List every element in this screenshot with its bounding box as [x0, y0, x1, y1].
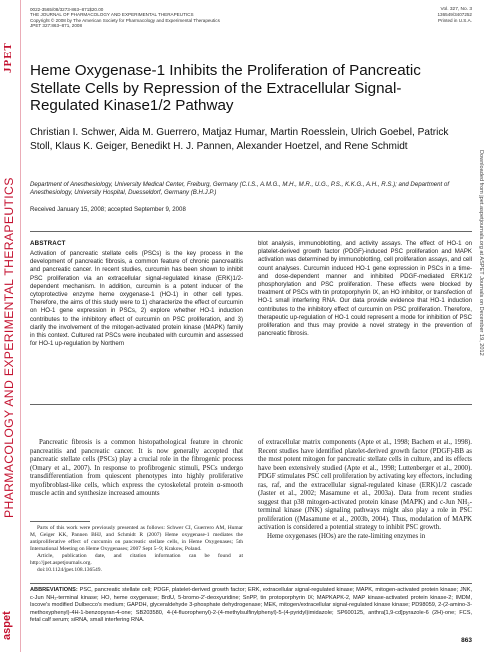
- footnote-article-info: Article, publication date, and citation information can be found at http://jpet.aspetjournals.org.: [30, 553, 243, 566]
- journal-full-title: PHARMACOLOGY AND EXPERIMENTAL THERAPEUTICS: [2, 177, 16, 519]
- body-left-column: Pancreatic fibrosis is a common histopathological feature in chronic pancreatitis and pancreatic cancer. It is now generally accepted that pancreatic stellate cells (PSCs) play a crucial role in the fibrogenic process (Omary et al., 2007). In response to profibrogenic stimuli, PSCs undergo transdifferentiation from quiescent phenotypes into highly proliferative myofibroblast-like cells, which express the cytoskeletal protein α-smooth muscle actin and synthesize increased amounts: [30, 439, 243, 498]
- header-right: [322, 7, 472, 23]
- abstract-heading: ABSTRACT: [30, 240, 66, 247]
- article-title: Heme Oxygenase-1 Inhibits the Proliferation of Pancreatic Stellate Cells by Repression of the Extracellular Signal-Regulated Kinase1/2 Pathway: [30, 62, 421, 115]
- header-line: 0022-3565/08/3273-863–871$20.00: [30, 7, 104, 12]
- abbreviations-rule: [30, 583, 472, 584]
- page-number: 863: [461, 637, 472, 644]
- body-right-column: [258, 439, 472, 542]
- footnote-doi: doi:10.1124/jpet.108.136549.: [37, 567, 102, 573]
- abstract-left-column: Activation of pancreatic stellate cells (PSCs) is the key process in the development of pancreatic fibrosis, a common feature of chronic pancreatitis and pancreatic cancer. In recent studies, curcumin has been shown to inhibit PSC proliferation via an extracellular signal-regulated kinase (ERK)1/2-dependent mechanism. In addition, curcumin is a potent inducer of the cytoprotective enzyme heme oxygenase-1 (HO-1) in other cell types. Therefore, the aims of this study were to 1) characterize the effect of curcumin on HO-1 gene expression in PSCs, 2) explore whether HO-1 induction contributes to the inhibitory effect of curcumin on PSC proliferation, and 3) clarify the involvement of the mitogen-activated protein kinase (MAPK) family in this context. Cultured rat PSCs were incubated with curcumin and assessed for HO-1 up-regulation by Northern: [30, 250, 243, 348]
- footnotes: [30, 525, 243, 574]
- abstract-right-column: blot analysis, immunoblotting, and activity assays. The effect of HO-1 on platelet-derived growth factor (PDGF)-induced PSC proliferation and MAPK activation was determined by immunoblotting, cell proliferation assays, and cell count analyses. Curcumin induced HO-1 gene expression in PSCs in a time- and dose-dependent manner and inhibited PDGF-mediated ERK1/2 phosphorylation and PSC proliferation. These effects were blocked by treatment of PSCs with tin protoporphyrin IX, an HO inhibitor, or transfection of HO-1 small interfering RNA. Our data provide evidence that HO-1 induction contributes to the inhibitory effect of curcumin on PSC proliferation. Therefore, therapeutic up-regulation of HO-1 could represent a mode for inhibition of PSC proliferation and thus may provide a novel strategy in the prevention of pancreatic fibrosis.: [258, 240, 472, 338]
- article-id: 136549/3407252: [437, 12, 472, 18]
- header-line: JPET 327:863–871, 2008: [30, 23, 83, 29]
- body-paragraph: Heme oxygenases (HOs) are the rate-limiting enzymes in: [267, 533, 426, 541]
- abbreviations-label: ABBREVIATIONS:: [30, 587, 78, 593]
- received-date: Received January 15, 2008; accepted September 9, 2008: [30, 206, 186, 213]
- abstract-top-rule: [30, 231, 472, 232]
- footnote-presentation: Parts of this work were previously presented as follows: Schwer CI, Guerrero AM, Humar M, Geiger KK, Pannen BHJ, and Schmidt R (2007) Heme oxygenase-1 mediates the antiproliferative effect of curcumin on pancreatic stellate cells, in Heme Oxygenases; 5th International Meeting on Heme Oxygenases; 2007 Sept 5–9; Krakow, Poland.: [30, 525, 243, 552]
- journal-abbrev: JPET: [2, 42, 14, 74]
- abbreviations-text: PSC, pancreatic stellate cell; PDGF, platelet-derived growth factor; ERK, extracellular signal-regulated kinase; MAPK, mitogen-activated protein kinase; JNK, c-Jun NH₂-terminal kinase; HO, heme oxygenase; BrdU, 5-bromo-2′-deoxyuridine; SnPP, tin protoporphyrin IX; MAPKAPK-2, MAP kinase-activated protein kinase-2; IMDM, Iscove's modified Dulbecco's medium; GAPDH, glyceraldehyde 3-phosphate dehydrogenase; MEK, mitogen/extracellular signal-regulated kinase kinase; PD98059, 2-(2-amino-3-methoxyphenyl)-4H-1-benzopyran-4-one; SB203580, 4-(4-fluorophenyl)-2-(4-methylsulfinylphenyl)-5-(4-pyridyl)imidazole; SP600125, anthra[1,9-cd]pyrazole-6 (2H)-one; FCS, fetal calf serum; siRNA, small interfering RNA.: [30, 587, 473, 623]
- footnote-rule: [30, 521, 90, 522]
- abbreviations: [30, 587, 472, 625]
- header-left: [30, 7, 330, 29]
- header-line: Copyright © 2008 by The American Society for Pharmacology and Experimental Therapeutics: [30, 17, 220, 23]
- volume-info: Vol. 327, No. 3: [440, 7, 472, 12]
- aspet-logo: aspet: [1, 611, 13, 641]
- affiliations: Department of Anesthesiology, University Medical Center, Freiburg, Germany (C.I.S., A.M.G., M.H., M.R., U.G., P.S., K.K.G., A.H., R.S.); and Department of Anesthesiology, University Hospital, Duesseldorf, Germany (B.H.J.P.): [30, 181, 450, 197]
- sidebar-divider: [20, 0, 21, 652]
- abstract-bottom-rule: [30, 404, 472, 405]
- author-list: Christian I. Schwer, Aida M. Guerrero, Matjaz Humar, Martin Roesslein, Ulrich Goebel, Patrick Stoll, Klaus K. Geiger, Benedikt H. J. Pannen, Alexander Hoetzel, and Rene Schmidt: [30, 127, 449, 152]
- body-paragraph: of extracellular matrix components (Apte et al., 1998; Bachem et al., 1998). Recent studies have identified platelet-derived growth factor (PDGF)-BB as the most potent mitogen for pancreatic stellate cells in culture, and its effects have been extensively studied (Apte et al., 1998; Luttenberger et al., 2000). PDGF stimulates PSC cell proliferation by activating key effectors, including ras, raf, and the extracellular signal-regulated kinase (ERK)1/2 cascade (Jaster et al., 2002; Masamune et al., 2003a). Data from recent studies suggest that p38 mitogen-activated protein kinase (MAPK) and c-Jun NH₂-terminal kinase (JNK) signaling pathways might also play a role in PSC proliferation ((Masamune et al., 2003b, 2004). Thus, modulation of MAPK activation is considered a potential strategy to inhibit PSC growth.: [258, 439, 472, 532]
- journal-sidebar: [0, 0, 19, 652]
- printed-in: Printed in U.S.A.: [438, 17, 472, 23]
- header-line: THE JOURNAL OF PHARMACOLOGY AND EXPERIMENTAL THERAPEUTICS: [30, 12, 194, 18]
- download-watermark: Downloaded from jpet.aspetjournals.org at ASPET Journals on December 19, 2012: [478, 150, 484, 356]
